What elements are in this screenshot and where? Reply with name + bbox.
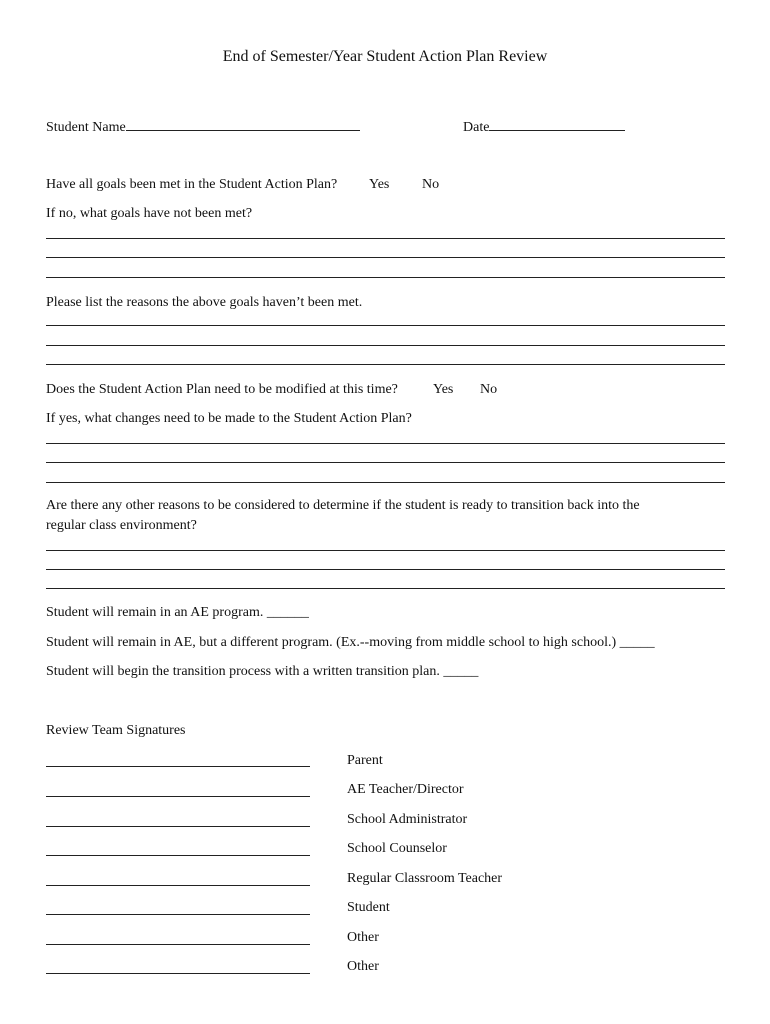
option-transition-plan[interactable]: Student will begin the transition process with a written transition plan. _____ xyxy=(46,664,479,679)
q1-no-option[interactable]: No xyxy=(422,177,440,192)
signature-role-other-2: Other xyxy=(347,959,379,974)
signature-line-parent[interactable] xyxy=(46,766,310,767)
option-different-program[interactable]: Student will remain in AE, but a different program. (Ex.--moving from middle school to high school.) _____ xyxy=(46,635,655,650)
q1-answer-line[interactable] xyxy=(46,277,725,278)
q1-answer-line[interactable] xyxy=(46,257,725,258)
q4-question-line1: Are there any other reasons to be considered to determine if the student is ready to transition back into the xyxy=(46,498,640,513)
signature-role-other-1: Other xyxy=(347,930,379,945)
q4-question-line2: regular class environment? xyxy=(46,518,197,533)
q2-answer-line[interactable] xyxy=(46,364,725,365)
option-remain-ae[interactable]: Student will remain in an AE program. ______ xyxy=(46,605,309,620)
q1-followup: If no, what goals have not been met? xyxy=(46,206,253,221)
q3-answer-line[interactable] xyxy=(46,443,725,444)
q3-answer-line[interactable] xyxy=(46,482,725,483)
date-blank[interactable] xyxy=(489,117,625,131)
signature-role-school-counselor: School Counselor xyxy=(347,841,447,856)
signature-line-classroom-teacher[interactable] xyxy=(46,885,310,886)
date-label: Date xyxy=(463,120,490,135)
signature-role-ae-teacher: AE Teacher/Director xyxy=(347,782,464,797)
q3-followup: If yes, what changes need to be made to the Student Action Plan? xyxy=(46,411,412,426)
q1-yes-option[interactable]: Yes xyxy=(369,177,390,192)
q3-yes-option[interactable]: Yes xyxy=(433,382,454,397)
signature-line-other-1[interactable] xyxy=(46,944,310,945)
signature-role-student: Student xyxy=(347,900,390,915)
q4-answer-line[interactable] xyxy=(46,550,725,551)
q3-no-option[interactable]: No xyxy=(480,382,498,397)
signature-line-student[interactable] xyxy=(46,914,310,915)
q1-answer-line[interactable] xyxy=(46,238,725,239)
student-name-blank[interactable] xyxy=(126,117,360,131)
student-name-label: Student Name xyxy=(46,120,126,135)
q3-answer-line[interactable] xyxy=(46,462,725,463)
signature-line-other-2[interactable] xyxy=(46,973,310,974)
date-field[interactable] xyxy=(463,117,625,136)
signature-line-ae-teacher[interactable] xyxy=(46,796,310,797)
student-name-field[interactable] xyxy=(46,117,360,136)
q4-answer-line[interactable] xyxy=(46,588,725,589)
signatures-heading: Review Team Signatures xyxy=(46,723,186,738)
form-title: End of Semester/Year Student Action Plan Review xyxy=(222,48,548,65)
signature-role-classroom-teacher: Regular Classroom Teacher xyxy=(347,871,503,886)
q2-answer-line[interactable] xyxy=(46,325,725,326)
q2-question: Please list the reasons the above goals haven’t been met. xyxy=(46,295,363,310)
q1-question: Have all goals been met in the Student Action Plan? xyxy=(46,177,338,192)
q3-question: Does the Student Action Plan need to be modified at this time? xyxy=(46,382,398,397)
signature-role-school-administrator: School Administrator xyxy=(347,812,468,827)
q2-answer-line[interactable] xyxy=(46,345,725,346)
q4-answer-line[interactable] xyxy=(46,569,725,570)
signature-role-parent: Parent xyxy=(347,753,383,768)
signature-line-school-counselor[interactable] xyxy=(46,855,310,856)
signature-line-school-administrator[interactable] xyxy=(46,826,310,827)
